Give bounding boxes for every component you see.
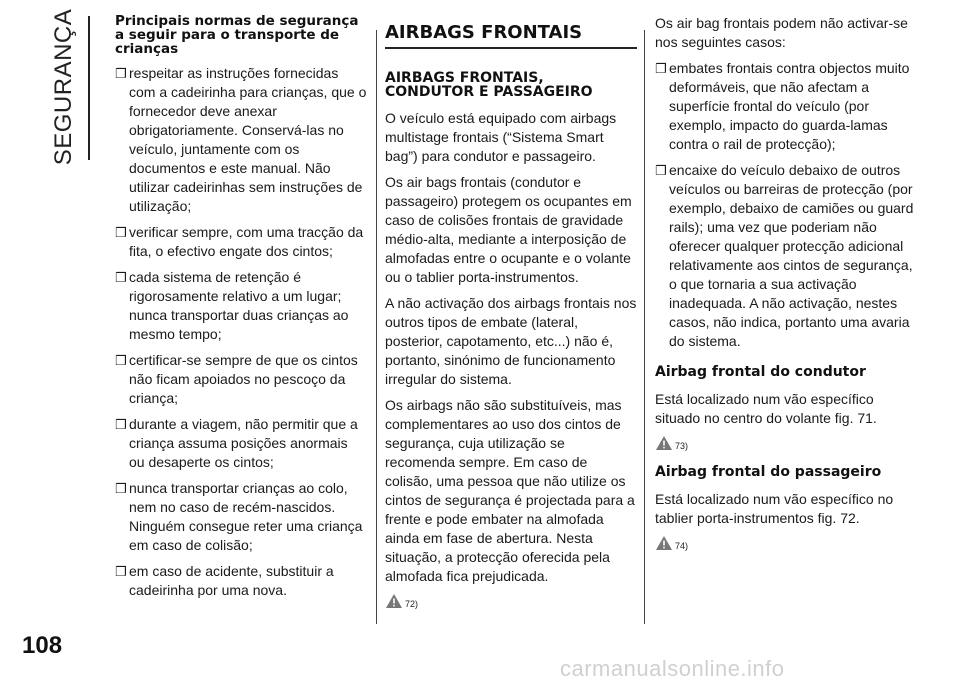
paragraph: Os air bag frontais podem não activar-se nos seguintes casos: [655, 15, 908, 50]
checkbox-bullet-icon: ❒ [115, 270, 127, 285]
left-column [115, 14, 367, 607]
list-item: ❒ embates frontais contra objectos muito deformáveis, que não afectam a superfície frontal do veículo (por exemplo, impacto do guarda-lamas contra o rail de protecção); [655, 60, 910, 152]
driver-airbag-heading: Airbag frontal do condutor [655, 364, 866, 380]
list-item: ❒ durante a viagem, não permitir que a criança assuma posições anormais ou desaperte os cintos; [115, 416, 358, 470]
checkbox-bullet-icon: ❒ [115, 481, 127, 496]
list-item: ❒ nunca transportar crianças ao colo, nem no caso de recém-nascidos. Ninguém consegue reter uma criança em caso de colisão; [115, 480, 363, 553]
paragraph: Os airbags não são substituíveis, mas complementares ao uso dos cintos de segurança, cuja utilização se recomenda sempre. Em caso de colisão, uma pessoa que não utilize os cintos de segurança é projectada para a frente e pode embater na almofada ainda em fase de abertura. Nesta situação, a protecção oferecida pela almofada fica prejudicada. [385, 397, 635, 584]
list-item: ❒ cada sistema de retenção é rigorosamente relativo a um lugar; nunca transportar duas crianças ao mesmo tempo; [115, 269, 349, 342]
section-side-title: SEGURANÇA [50, 8, 77, 166]
page-number: 108 [22, 632, 63, 659]
checkbox-bullet-icon: ❒ [655, 61, 667, 76]
checkbox-bullet-icon: ❒ [115, 66, 127, 81]
paragraph: A não activação dos airbags frontais nos outros tipos de embate (lateral, posterior, capotamento, etc...) não é, portanto, sinónimo de funcionamento irregular do sistema. [385, 295, 637, 387]
warning-triangle-icon [655, 535, 673, 551]
side-divider [88, 16, 90, 160]
airbags-heading: AIRBAGS FRONTAIS [385, 22, 637, 49]
checkbox-bullet-icon: ❒ [115, 225, 127, 240]
column-divider-2 [644, 30, 645, 624]
paragraph: Está localizado num vão específico no tablier porta-instrumentos fig. 72. [655, 491, 894, 526]
column-divider-1 [376, 30, 377, 624]
list-item: ❒ encaixe do veículo debaixo de outros veículos ou barreiras de protecção (por exemplo, debaixo de camiões ou guard rails); uma vez que poderiam não oferecer qualquer protecção adicional relativamente aos cintos de segurança, o que tornaria a sua activação inadequada. A não activação, nestes casos, não indica, portanto uma avaria do sistema. [655, 162, 914, 349]
passenger-airbag-heading: Airbag frontal do passageiro [655, 464, 882, 480]
checkbox-bullet-icon: ❒ [655, 163, 667, 178]
non-activation-list [655, 59, 917, 351]
paragraph: O veículo está equipado com airbags multistage frontais (“Sistema Smart bag”) para condutor e passageiro. [385, 110, 617, 164]
warning-ref-label: 72) [405, 599, 419, 609]
checkbox-bullet-icon: ❒ [115, 417, 127, 432]
list-item: ❒ respeitar as instruções fornecidas com a cadeirinha para crianças, que o fornecedor deve anexar obrigatoriamente. Conservá-las no veículo, juntamente com os documentos e este manual. Não utilizar cadeirinhas sem instruções de utilização; [115, 65, 367, 214]
child-safety-list [115, 64, 367, 600]
warning-ref-label: 73) [675, 441, 689, 451]
airbags-subheading: AIRBAGS FRONTAIS, CONDUTOR E PASSAGEIRO [385, 70, 593, 100]
warning-reference [385, 591, 637, 609]
middle-column [385, 14, 637, 617]
warning-triangle-icon [655, 435, 673, 451]
warning-triangle-icon [385, 593, 403, 609]
list-item: ❒ verificar sempre, com uma tracção da fita, o efectivo engate dos cintos; [115, 224, 364, 259]
warning-ref-label: 74) [675, 541, 689, 551]
watermark-text: carmanualsonline.info [560, 656, 785, 681]
checkbox-bullet-icon: ❒ [115, 353, 127, 368]
right-column [655, 14, 917, 559]
list-item: ❒ em caso de acidente, substituir a cadeirinha por uma nova. [115, 563, 334, 598]
checkbox-bullet-icon: ❒ [115, 564, 127, 579]
warning-reference [655, 433, 917, 451]
warning-reference [655, 533, 917, 551]
paragraph: Os air bags frontais (condutor e passageiro) protegem os ocupantes em caso de colisões frontais de gravidade médio-alta, mediante a interposição de almofadas entre o ocupante e o volante ou o tablier porta-instrumentos. [385, 174, 632, 285]
child-safety-heading: Principais normas de segurança a seguir para o transporte de crianças [115, 13, 359, 57]
paragraph: Está localizado num vão específico situado no centro do volante fig. 71. [655, 391, 877, 426]
list-item: ❒ certificar-se sempre de que os cintos não ficam apoiados no pescoço da criança; [115, 352, 358, 406]
